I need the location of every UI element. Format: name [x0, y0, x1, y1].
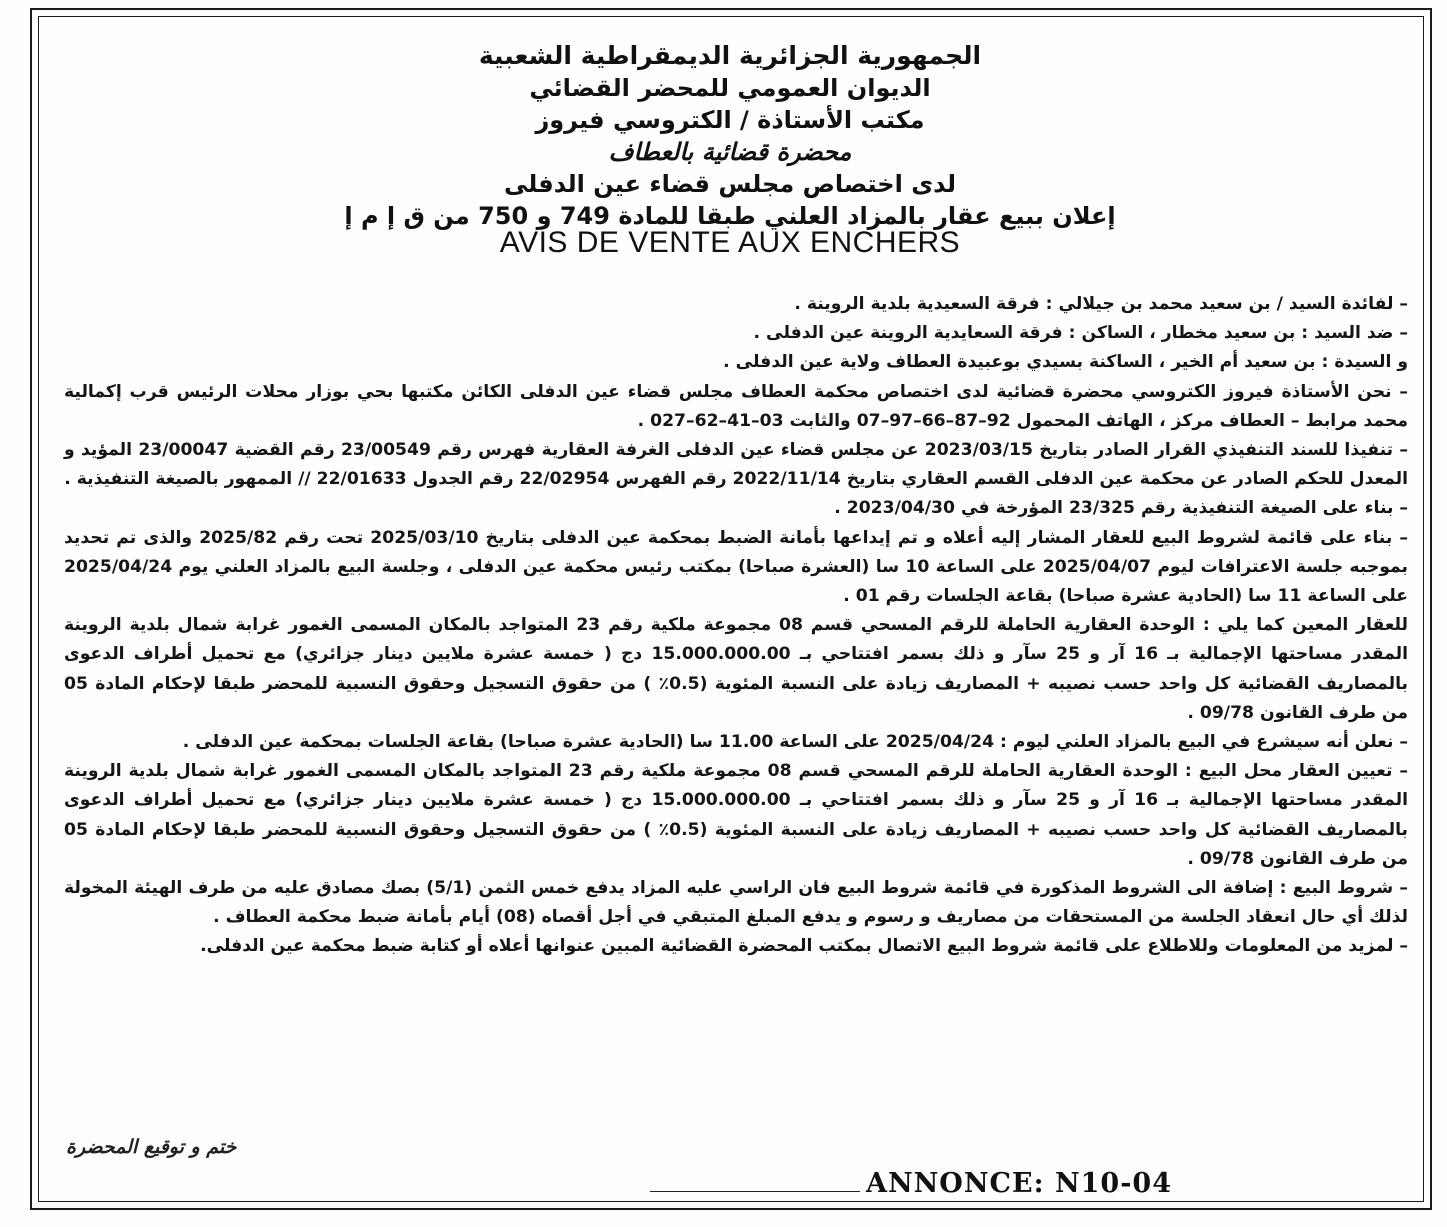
- auction-date-paragraph: – نعلن أنه سيشرع في البيع بالمزاد العلني ليوم : 2025/04/24 على الساعة 11.00 سا (الحادية عشرة صباحا) بقاعة الجلسات بمحكمة عين الدفلى .: [182, 732, 1408, 753]
- defendant-paragraph: – ضد السيد : بن سعيد مخطار ، الساكن : فرقة السعايدية الروينة عين الدفلى .: [753, 323, 1408, 344]
- more-info-paragraph: – لمزيد من المعلومات وللاطلاع على قائمة شروط البيع الاتصال بمكتب المحضرة القضائية المبين عنوانها أعلاه أو كتابة ضبط محكمة عين الدفلى.: [200, 936, 1408, 957]
- header-republic: الجمهورية الجزائرية الديمقراطية الشعبية: [478, 41, 982, 70]
- signature-label: ختم و توقيع المحضرة: [66, 1136, 237, 1158]
- beneficiary-paragraph: – لفائدة السيد / بن سعيد محمد بن جيلالي : فرقة السعيدية بلدية الروينة .: [794, 294, 1408, 314]
- sale-conditions-filing-paragraph: – بناء على قائمة لشروط البيع للعقار المشار إليه أعلاه و تم إيداعها بأمانة الضبط بمحكمة عين الدفلى بتاريخ 2025/03/10 تحت رقم 2025/82 والذى تم تحديد بموجبه جلسة الاعترافات ليوم 2025/04/07 على الساعة 10 سا (العشرة صباحا) بمكتب رئيس محكمة عين الدفلى ، وجلسة البيع بالمزاد العلني يوم 2025/04/24 على الساعة 11 سا (الحادية عشرة صباحا) بقاعة الجلسات رقم 01 .: [64, 527, 1408, 607]
- sale-terms-paragraph: – شروط البيع : إضافة الى الشروط المذكورة في قائمة شروط البيع فان الراسي عليه المزاد يدفع خمس الثمن (5/1) بصك مصادق عليه من طرف الهيئة المخولة لذلك أي حال انعقاد الجلسة من المستحقات من مصاريف و رسوم و يدفع المبلغ المتبقي في أجل أقصاه (08) أيام بأمانة ضبط محكمة العطاف .: [64, 878, 1409, 928]
- header-bailiff-title: محضرة قضائية بالعطاف: [608, 138, 852, 166]
- header-bailiff-office: مكتب الأستاذة / الكتروسي فيروز: [535, 106, 925, 134]
- header-french-title: AVIS DE VENTE AUX ENCHERS: [499, 226, 961, 259]
- executory-formula-paragraph: – بناء على الصيغة التنفيذية رقم 23/325 المؤرخة في 2023/04/30 .: [834, 498, 1408, 519]
- header-office: الديوان العمومي للمحضر القضائي: [529, 74, 931, 102]
- annonce-number: ANNONCE: N10-04: [866, 1168, 1172, 1199]
- bailiff-paragraph: – نحن الأستاذة فيروز الكتروسي محضرة قضائية لدى اختصاص محكمة العطاف مجلس قضاء عين الدفلى الكائن مكتبها بحي بوزار محلات الرئيس قرب إكمالية محمد مرابط – العطاف مركز ، الهاتف المحمول 92–87–66–97–07 والثابت 03–41–62–027 .: [64, 381, 1408, 431]
- defendant-second-paragraph: و السيدة : بن سعيد أم الخير ، الساكنة بسيدي بوعبيدة العطاف ولاية عين الدفلى .: [723, 352, 1408, 373]
- notice-body: [64, 290, 1408, 962]
- header-announcement: إعلان ببيع عقار بالمزاد العلني طبقا للمادة 749 و 750 من ق إ م إ: [344, 202, 1116, 230]
- annonce-rule: [650, 1191, 860, 1192]
- property-designation-paragraph: – تعيين العقار محل البيع : الوحدة العقارية الحاملة للرقم المسحي قسم 08 مجموعة ملكية رقم 23 المتواجد بالمكان المسمى الغمور غرابة شمال بلدية الروينة المقدر مساحتها الإجمالية بـ 16 آر و 25 سآر و ذلك بسمر افتتاحي بـ 15.000.000.00 دج ( خمسة عشرة ملايين دينار جزائري) مع تحميل أطراف الدعوى بالمصاريف القضائية كل واحد حسب نصيبه + المصاريف زيادة على النسبة المئوية (0.5٪ ) من حقوق التسجيل وحقوق النسبية للمحضر طبقا لإحكام المادة 05 من طرف القانون 09/78 .: [64, 761, 1408, 869]
- notice-header: [60, 40, 1400, 258]
- header-jurisdiction: لدى اختصاص مجلس قضاء عين الدفلى: [503, 170, 957, 198]
- enforcement-title-paragraph: – تنفيذا للسند التنفيذي القرار الصادر بتاريخ 2023/03/15 عن مجلس قضاء عين الدفلى الغرفة العقارية فهرس رقم 23/00549 رقم القضية 23/00047 المؤيد و المعدل للحكم الصادر عن محكمة عين الدفلى القسم العقاري بتاريخ 2022/11/14 رقم الفهرس 22/02954 رقم الجدول 22/01633 // الممهور بالصيغة التنفيذية .: [64, 440, 1408, 490]
- property-description-paragraph: للعقار المعين كما يلي : الوحدة العقارية الحاملة للرقم المسحي قسم 08 مجموعة ملكية رقم 23 المتواجد بالمكان المسمى الغمور غرابة شمال بلدية الروينة المقدر مساحتها الإجمالية بـ 16 آر و 25 سآر و ذلك بسمر افتتاحي بـ 15.000.000.00 دج ( خمسة عشرة ملايين دينار جزائري) مع تحميل أطراف الدعوى بالمصاريف القضائية كل واحد حسب نصيبه + المصاريف زيادة على النسبة المئوية (0.5٪ ) من حقوق التسجيل وحقوق النسبية للمحضر طبقا لإحكام المادة 05 من طرف القانون 09/78 .: [64, 615, 1408, 723]
